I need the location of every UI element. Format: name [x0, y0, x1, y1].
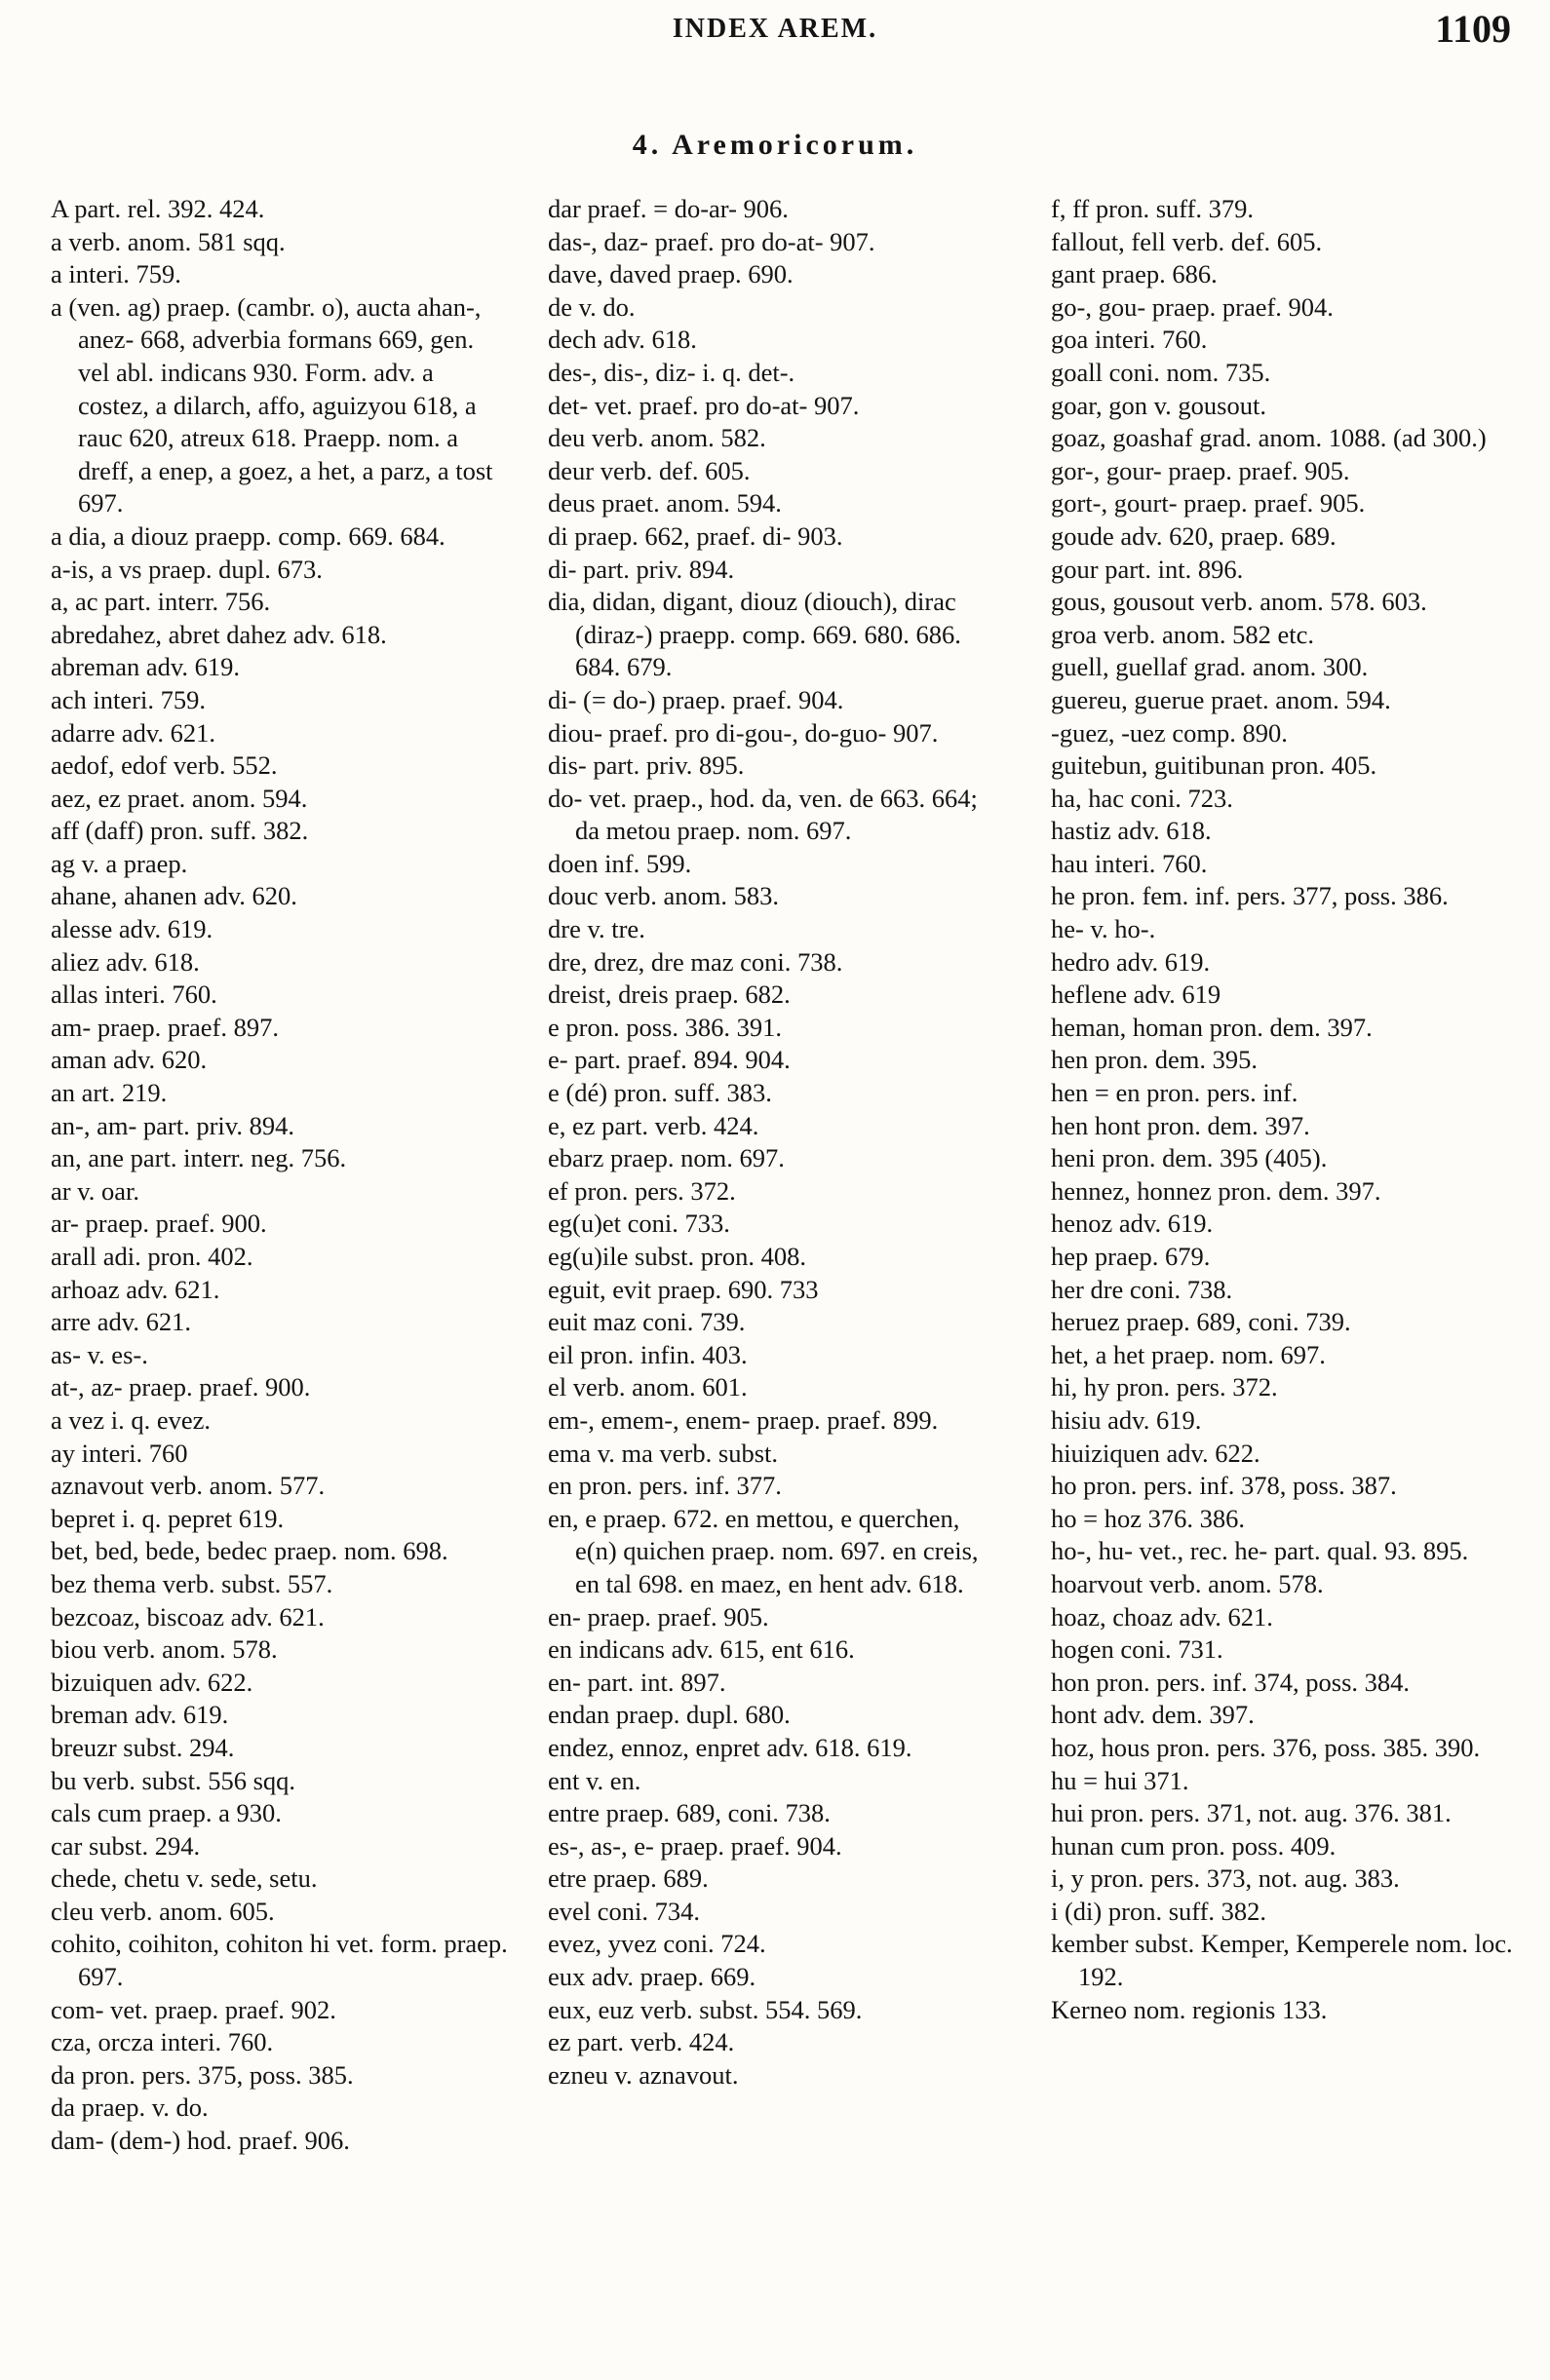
index-entry: a dia, a diouz praepp. comp. 669. 684.: [51, 520, 446, 551]
index-entry: det- vet. praef. pro do-at- 907.: [548, 390, 860, 420]
index-entry: i (di) pron. suff. 382.: [1051, 1896, 1267, 1926]
index-entry: as- v. es-.: [51, 1339, 148, 1369]
index-entry: ach interi. 759.: [51, 684, 206, 714]
index-entry: ent v. en.: [548, 1765, 641, 1795]
index-entry: evez, yvez coni. 724.: [548, 1929, 766, 1959]
index-entry: hau interi. 760.: [1051, 848, 1208, 878]
index-entry: breman adv. 619.: [51, 1700, 229, 1730]
index-entry: guereu, guerue praet. anom. 594.: [1051, 684, 1391, 714]
index-entry: do- vet. praep., hod. da, ven. de 663. 664; da metou praep. nom. 697.: [548, 783, 978, 846]
index-entry: hui pron. pers. 371, not. aug. 376. 381.: [1051, 1798, 1452, 1828]
index-entry: ag v. a praep.: [51, 848, 188, 878]
index-entry: hedro adv. 619.: [1051, 946, 1211, 977]
index-entry: en- part. int. 897.: [548, 1667, 726, 1697]
index-entry: em-, emem-, enem- praep. praef. 899.: [548, 1404, 939, 1435]
index-entry: deus praet. anom. 594.: [548, 488, 782, 518]
index-entry: cals cum praep. a 930.: [51, 1798, 282, 1828]
index-entry: bet, bed, bede, bedec praep. nom. 698.: [51, 1536, 448, 1566]
index-column-1: [51, 193, 509, 2158]
index-entry: di- part. priv. 894.: [548, 554, 735, 584]
index-entry: hep praep. 679.: [1051, 1242, 1211, 1271]
index-entry: dre, drez, dre maz coni. 738.: [548, 946, 843, 977]
index-entry: hogen coni. 731.: [1051, 1634, 1223, 1665]
index-entry: en, e praep. 672. en mettou, e querchen, e(n) quichen praep. nom. 697. en creis, en tal 698. en maez, en hent adv. 618.: [548, 1503, 979, 1598]
index-entry: hi, hy pron. pers. 372.: [1051, 1372, 1278, 1402]
index-entry: eg(u)et coni. 733.: [548, 1209, 730, 1239]
index-entry: a (ven. ag) praep. (cambr. o), aucta ahan-, anez- 668, adverbia formans 669, gen. vel abl. indicans 930. Form. adv. a costez, a dilarch, affo, aguizyou 618, a rauc 620, atreux 618. Praepp. nom. a dreff, a enep, a goez, a het, a parz, a tost 697.: [51, 291, 493, 518]
index-entry: bizuiquen adv. 622.: [51, 1667, 253, 1697]
index-entry: com- vet. praep. praef. 902.: [51, 1994, 336, 2024]
index-entry: aez, ez praet. anom. 594.: [51, 783, 308, 813]
index-entry: het, a het praep. nom. 697.: [1051, 1339, 1326, 1369]
index-entry: -guez, -uez comp. 890.: [1051, 717, 1288, 748]
index-entry: her dre coni. 738.: [1051, 1274, 1233, 1304]
index-entry: aman adv. 620.: [51, 1045, 208, 1075]
index-entry: aliez adv. 618.: [51, 946, 200, 977]
index-entry: dia, didan, digant, diouz (diouch), dirac (diraz-) praepp. comp. 669. 680. 686. 684. 679.: [548, 587, 961, 682]
index-entry: guell, guellaf grad. anom. 300.: [1051, 652, 1369, 682]
index-entry: da pron. pers. 375, poss. 385.: [51, 2059, 354, 2090]
index-entry: cohito, coihiton, cohiton hi vet. form. praep. 697.: [51, 1929, 508, 1992]
index-entry: di- (= do-) praep. praef. 904.: [548, 684, 844, 714]
index-entry: endez, ennoz, enpret adv. 618. 619.: [548, 1732, 912, 1762]
index-entry: hisiu adv. 619.: [1051, 1404, 1202, 1435]
index-entry: das-, daz- praef. pro do-at- 907.: [548, 226, 875, 256]
index-entry: car subst. 294.: [51, 1830, 201, 1861]
index-entry: e, ez part. verb. 424.: [548, 1110, 759, 1140]
index-entry: am- praep. praef. 897.: [51, 1012, 279, 1042]
index-entry: a-is, a vs praep. dupl. 673.: [51, 554, 323, 584]
index-entry: ha, hac coni. 723.: [1051, 783, 1233, 813]
index-entry: guitebun, guitibunan pron. 405.: [1051, 750, 1377, 781]
index-entry: a, ac part. interr. 756.: [51, 587, 271, 617]
index-entry: hoz, hous pron. pers. 376, poss. 385. 390.: [1051, 1732, 1481, 1762]
index-entry: eux adv. praep. 669.: [548, 1962, 756, 1992]
index-entry: goude adv. 620, praep. 689.: [1051, 520, 1337, 551]
running-header-title: INDEX AREM.: [672, 14, 878, 44]
index-entry: ezneu v. aznavout.: [548, 2059, 739, 2090]
index-entry: ar- praep. praef. 900.: [51, 1209, 267, 1239]
index-entry: bu verb. subst. 556 sqq.: [51, 1765, 296, 1795]
index-entry: es-, as-, e- praep. praef. 904.: [548, 1830, 842, 1861]
index-entry: evel coni. 734.: [548, 1896, 701, 1926]
index-entry: des-, dis-, diz- i. q. det-.: [548, 357, 795, 387]
index-entry: hen pron. dem. 395.: [1051, 1045, 1258, 1075]
index-entry: gor-, gour- praep. praef. 905.: [1051, 455, 1350, 485]
index-entry: heflene adv. 619: [1051, 979, 1221, 1010]
index-entry: endan praep. dupl. 680.: [548, 1700, 791, 1730]
index-entry: a verb. anom. 581 sqq.: [51, 226, 286, 256]
index-entry: bepret i. q. pepret 619.: [51, 1503, 285, 1533]
index-entry: hastiz adv. 618.: [1051, 816, 1212, 846]
index-entry: entre praep. 689, coni. 738.: [548, 1798, 831, 1828]
index-entry: dar praef. = do-ar- 906.: [548, 194, 789, 223]
index-entry: ay interi. 760: [51, 1438, 188, 1468]
index-entry: en- praep. praef. 905.: [548, 1601, 769, 1631]
index-entry: e- part. praef. 894. 904.: [548, 1045, 791, 1075]
index-entry: goaz, goashaf grad. anom. 1088. (ad 300.): [1051, 423, 1487, 453]
index-entry: hoaz, choaz adv. 621.: [1051, 1601, 1273, 1631]
index-entry: goall coni. nom. 735.: [1051, 357, 1271, 387]
index-entry: etre praep. 689.: [548, 1863, 709, 1894]
index-entry: gour part. int. 896.: [1051, 554, 1244, 584]
index-entry: dreist, dreis praep. 682.: [548, 979, 791, 1010]
index-entry: i, y pron. pers. 373, not. aug. 383.: [1051, 1863, 1400, 1894]
index-entry: adarre adv. 621.: [51, 717, 215, 748]
index-entry: aedof, edof verb. 552.: [51, 750, 278, 781]
index-entry: deu verb. anom. 582.: [548, 423, 766, 453]
index-entry: ho = hoz 376. 386.: [1051, 1503, 1245, 1533]
index-entry: bez thema verb. subst. 557.: [51, 1568, 333, 1598]
index-entry: en pron. pers. inf. 377.: [548, 1471, 782, 1501]
index-entry: f, ff pron. suff. 379.: [1051, 194, 1255, 223]
index-entry: doen inf. 599.: [548, 848, 692, 878]
index-entry: cza, orcza interi. 760.: [51, 2027, 274, 2057]
index-entry: hiuiziquen adv. 622.: [1051, 1438, 1260, 1468]
index-entry: hen = en pron. pers. inf.: [1051, 1078, 1298, 1108]
index-entry: arhoaz adv. 621.: [51, 1274, 220, 1304]
index-entry: gous, gousout verb. anom. 578. 603.: [1051, 587, 1427, 617]
page-number: 1109: [1435, 7, 1511, 51]
index-entry: cleu verb. anom. 605.: [51, 1896, 275, 1926]
index-entry: at-, az- praep. praef. 900.: [51, 1372, 311, 1402]
index-entry: ef pron. pers. 372.: [548, 1175, 736, 1206]
index-entry: ar v. oar.: [51, 1175, 139, 1206]
index-entry: abreman adv. 619.: [51, 652, 241, 682]
index-entry: hunan cum pron. poss. 409.: [1051, 1830, 1337, 1861]
index-entry: ahane, ahanen adv. 620.: [51, 881, 297, 911]
index-entry: bezcoaz, biscoaz adv. 621.: [51, 1601, 325, 1631]
index-entry: abredahez, abret dahez adv. 618.: [51, 619, 387, 649]
index-entry: ema v. ma verb. subst.: [548, 1438, 778, 1468]
index-entry: hennez, honnez pron. dem. 397.: [1051, 1175, 1381, 1206]
index-entry: eux, euz verb. subst. 554. 569.: [548, 1994, 863, 2024]
index-entry: deur verb. def. 605.: [548, 455, 751, 485]
index-entry: dre v. tre.: [548, 914, 645, 944]
index-entry: A part. rel. 392. 424.: [51, 194, 265, 223]
index-entry: ho-, hu- vet., rec. he- part. qual. 93. 895.: [1051, 1536, 1469, 1566]
index-entry: eil pron. infin. 403.: [548, 1339, 748, 1369]
index-entry: aff (daff) pron. suff. 382.: [51, 816, 309, 846]
index-entry: dech adv. 618.: [548, 325, 697, 355]
index-entry: e pron. poss. 386. 391.: [548, 1012, 782, 1042]
index-entry: da praep. v. do.: [51, 2092, 209, 2123]
index-entry: chede, chetu v. sede, setu.: [51, 1863, 318, 1894]
index-entry: breuzr subst. 294.: [51, 1732, 235, 1762]
index-entry: gort-, gourt- praep. praef. 905.: [1051, 488, 1366, 518]
index-entry: eg(u)ile subst. pron. 408.: [548, 1242, 806, 1271]
index-entry: groa verb. anom. 582 etc.: [1051, 619, 1315, 649]
index-entry: a interi. 759.: [51, 259, 181, 289]
index-entry: diou- praef. pro di-gou-, do-guo- 907.: [548, 717, 939, 748]
index-entry: douc verb. anom. 583.: [548, 881, 779, 911]
index-entry: ebarz praep. nom. 697.: [548, 1143, 785, 1173]
index-entry: euit maz coni. 739.: [548, 1307, 746, 1337]
index-entry: hu = hui 371.: [1051, 1765, 1189, 1795]
index-entry: alesse adv. 619.: [51, 914, 213, 944]
index-entry: heni pron. dem. 395 (405).: [1051, 1143, 1328, 1173]
index-entry: ho pron. pers. inf. 378, poss. 387.: [1051, 1471, 1397, 1501]
index-entry: el verb. anom. 601.: [548, 1372, 748, 1402]
index-entry: di praep. 662, praef. di- 903.: [548, 520, 843, 551]
index-entry: kember subst. Kemper, Kemperele nom. loc. 192.: [1051, 1929, 1513, 1992]
index-entry: hont adv. dem. 397.: [1051, 1700, 1255, 1730]
index-entry: hen hont pron. dem. 397.: [1051, 1110, 1310, 1140]
index-entry: a vez i. q. evez.: [51, 1404, 212, 1435]
index-entry: ez part. verb. 424.: [548, 2027, 735, 2057]
index-entry: hoarvout verb. anom. 578.: [1051, 1568, 1324, 1598]
index-entry: heman, homan pron. dem. 397.: [1051, 1012, 1373, 1042]
index-entry: an, ane part. interr. neg. 756.: [51, 1143, 347, 1173]
section-title: 4. Aremoricorum.: [632, 129, 918, 161]
index-entry: heruez praep. 689, coni. 739.: [1051, 1307, 1351, 1337]
index-entry: hon pron. pers. inf. 374, poss. 384.: [1051, 1667, 1411, 1697]
index-entry: e (dé) pron. suff. 383.: [548, 1078, 772, 1108]
index-column-3: [1051, 193, 1519, 2026]
index-entry: dis- part. priv. 895.: [548, 750, 745, 781]
index-entry: dave, daved praep. 690.: [548, 259, 794, 289]
index-entry: goa interi. 760.: [1051, 325, 1208, 355]
index-entry: de v. do.: [548, 291, 636, 322]
index-entry: arall adi. pron. 402.: [51, 1242, 253, 1271]
index-entry: aznavout verb. anom. 577.: [51, 1471, 326, 1501]
index-entry: henoz adv. 619.: [1051, 1209, 1214, 1239]
index-entry: dam- (dem-) hod. praef. 906.: [51, 2126, 350, 2156]
index-entry: allas interi. 760.: [51, 979, 217, 1010]
index-entry: eguit, evit praep. 690. 733: [548, 1274, 819, 1304]
index-entry: go-, gou- praep. praef. 904.: [1051, 291, 1334, 322]
index-entry: goar, gon v. gousout.: [1051, 390, 1266, 420]
index-entry: en indicans adv. 615, ent 616.: [548, 1634, 855, 1665]
index-column-2: [548, 193, 1006, 2092]
index-entry: biou verb. anom. 578.: [51, 1634, 278, 1665]
index-entry: Kerneo nom. regionis 133.: [1051, 1994, 1328, 2024]
index-entry: fallout, fell verb. def. 605.: [1051, 226, 1323, 256]
index-entry: gant praep. 686.: [1051, 259, 1218, 289]
index-entry: he- v. ho-.: [1051, 914, 1156, 944]
index-entry: arre adv. 621.: [51, 1307, 191, 1337]
index-entry: he pron. fem. inf. pers. 377, poss. 386.: [1051, 881, 1449, 911]
index-entry: an-, am- part. priv. 894.: [51, 1110, 294, 1140]
index-entry: an art. 219.: [51, 1078, 168, 1108]
